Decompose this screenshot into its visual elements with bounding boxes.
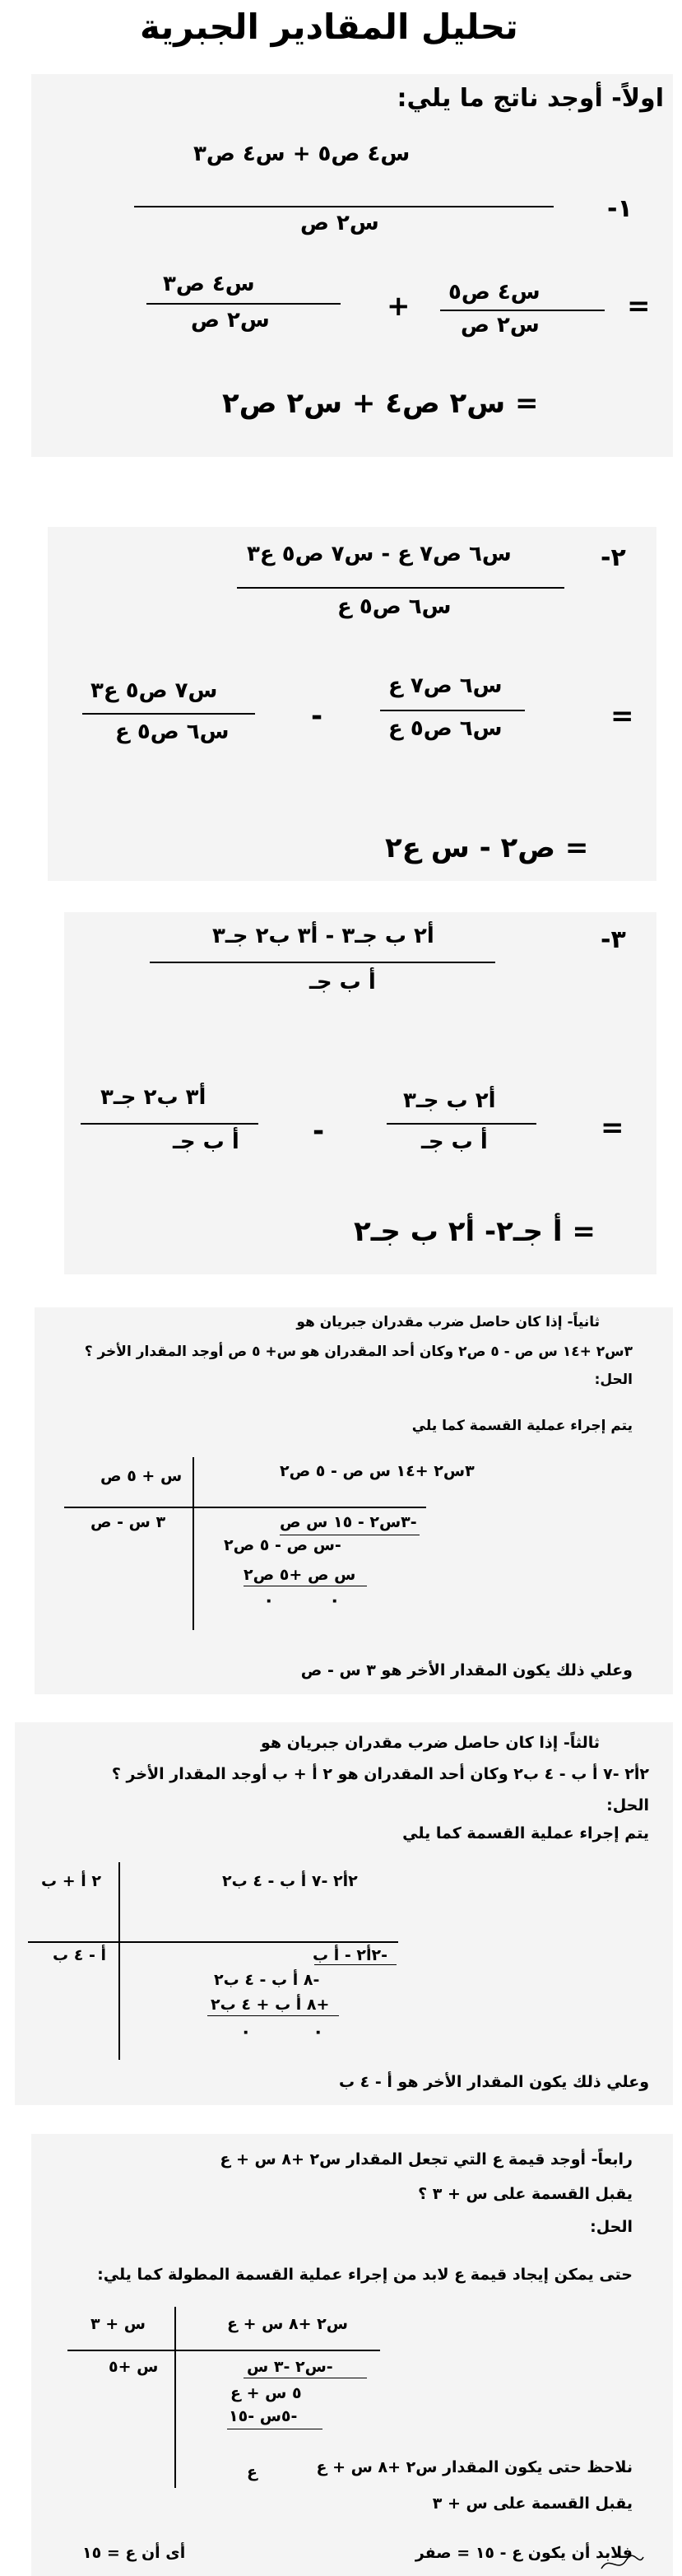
signature-mark: [597, 2550, 647, 2575]
p3-frac1-bar: [387, 1123, 536, 1125]
s4-divisor: س + ۳: [90, 2315, 146, 2333]
p3-equals: =: [601, 1111, 624, 1144]
s4-note1: نلاحظ حتى يكون المقدار س٢ +٨ س + ع: [316, 2458, 633, 2476]
p1-frac1-bar: [440, 310, 605, 311]
s3-divisor: ٢ أ + ب: [41, 1872, 101, 1890]
s4-final-left: أى أن ع = ١٥: [82, 2544, 186, 2562]
p1-frac2-num: س٤ ص٣: [163, 272, 255, 296]
p1-equals: =: [627, 290, 651, 323]
p2-step-operator: -: [311, 700, 323, 733]
p1-step-operator: +: [387, 290, 411, 323]
s4-step1: -س٢ -۳ س: [247, 2358, 333, 2376]
s4-dividend: س٢ +٨ س + ع: [227, 2315, 348, 2333]
s2-intro: يتم إجراء عملية القسمة كما يلي: [411, 1418, 633, 1434]
p1-number: -١: [607, 194, 633, 223]
p2-frac2-den: س٦ ص٥ ع: [115, 720, 230, 744]
s3-zero-2: ٠: [240, 2022, 252, 2043]
s4-solution-label: الحل:: [590, 2218, 633, 2236]
s2-dividend: ۳س۲ +۱٤ س ص - ٥ ص۲: [280, 1462, 475, 1480]
p1-denominator: س٢ ص: [300, 211, 379, 235]
p1-frac2-bar: [146, 303, 341, 305]
s2-step2: -س ص - ٥ ص۲: [224, 1536, 341, 1554]
p1-frac1-den: س٢ ص: [461, 313, 540, 338]
p2-equals: =: [610, 700, 634, 733]
s2-step3: س ص +٥ ص۲: [244, 1566, 356, 1584]
s2-conclusion: وعلي ذلك يكون المقدار الأخر هو ۳ س - ص: [300, 1661, 633, 1679]
p2-frac1-bar: [380, 710, 525, 711]
s4-division-vline: [174, 2307, 176, 2488]
p2-numerator: س٦ ص٧ ع - س٧ ص٥ ع٣: [247, 542, 512, 566]
s3-heading: ثالثاً- إذا كان حاصل ضرب مقدران جبريان هو: [261, 1734, 600, 1752]
s4-line2: يقبل القسمة على س + ۳ ؟: [418, 2185, 633, 2203]
p2-frac2-bar: [82, 713, 255, 715]
section-2-panel: [35, 1307, 673, 1694]
s3-zero-1: ٠: [313, 2022, 324, 2043]
s3-step3-line: [207, 2015, 339, 2016]
s2-line2: ۳س۲ +۱٤ س ص - ٥ ص۲ وكان أحد المقدران هو س+ ٥ ص أوجد المقدار الأخر ؟: [84, 1344, 633, 1360]
s2-divisor: س + ٥ ص: [100, 1467, 183, 1485]
s3-division-hline: [28, 1941, 398, 1943]
s3-solution-label: الحل:: [606, 1796, 649, 1814]
s4-step2: ٥ س + ع: [230, 2384, 302, 2402]
s2-zero-2: ٠: [263, 1591, 275, 1611]
section-1b-panel: [48, 527, 656, 881]
s3-step1: -٢أ٢ - أ ب: [313, 1946, 387, 1964]
p3-fraction-bar: [150, 962, 495, 963]
p2-number: -٢: [601, 543, 626, 572]
s2-step1: -۳س۲ - ۱٥ س ص: [280, 1513, 417, 1531]
p2-fraction-bar: [237, 587, 564, 589]
s3-step3: +٨ أ ب + ٤ ب٢: [211, 1996, 330, 2014]
s4-division-hline: [67, 2350, 380, 2351]
s4-quotient: س +٥: [109, 2358, 159, 2376]
p3-numerator: أ٢ ب جـ٣ - أ٣ ب٢ جـ٣: [212, 924, 434, 948]
p3-frac2-num: أ٣ ب٢ جـ٣: [100, 1085, 206, 1110]
p3-frac2-den: أ ب جـ: [173, 1130, 239, 1154]
s3-division-vline: [118, 1862, 120, 2060]
p3-frac1-den: أ ب جـ: [421, 1130, 488, 1154]
s4-step3: -٥س -١٥: [229, 2407, 298, 2425]
p1-frac2-den: س٢ ص: [191, 308, 270, 333]
s3-quotient: أ - ٤ ب: [53, 1946, 106, 1964]
p1-fraction-bar: [134, 206, 554, 207]
p1-result: = س٢ ص٤ + س٢ ص٢: [222, 387, 539, 420]
p3-number: -٣: [601, 925, 626, 954]
s2-division-hline: [64, 1507, 426, 1508]
p2-frac2-num: س٧ ص٥ ع٣: [90, 678, 218, 703]
page-title: تحليل المقادير الجبرية: [140, 7, 518, 47]
p2-denominator: س٦ ص٥ ع: [337, 594, 452, 619]
p1-numerator: س٤ ص٥ + س٤ ص٣: [193, 142, 411, 166]
s3-conclusion: وعلي ذلك يكون المقدار الأخر هو أ - ٤ ب: [338, 2073, 649, 2091]
s3-dividend: ٢أ٢ -٧ أ ب - ٤ ب٢: [222, 1872, 358, 1890]
p3-frac2-bar: [81, 1123, 258, 1125]
s4-note2: يقبل القسمة على س + ۳: [432, 2494, 633, 2513]
p1-frac1-num: س٤ ص٥: [448, 280, 540, 305]
p2-frac1-num: س٦ ص٧ ع: [388, 673, 503, 698]
s2-quotient: ۳ س - ص: [90, 1513, 166, 1531]
s3-step2: -٨ أ ب - ٤ ب٢: [214, 1971, 320, 1989]
s4-remainder: ع: [247, 2463, 257, 2481]
s4-heading: رابعاً- أوجد قيمة ع التي تجعل المقدار س٢ +٨ س + ع: [220, 2150, 633, 2168]
s3-line2: ٢أ٢ -٧ أ ب - ٤ ب٢ وكان أحد المقدران هو ٢ أ + ب أوجد المقدار الأخر ؟: [111, 1765, 649, 1783]
p3-step-operator: -: [313, 1115, 325, 1148]
p3-denominator: أ ب جـ: [309, 970, 376, 995]
section-1-heading: اولاً- أوجد ناتج ما يلي:: [397, 84, 664, 113]
s2-division-vline: [193, 1457, 194, 1630]
p2-frac1-den: س٦ ص٥ ع: [388, 716, 503, 741]
s3-step1-line: [314, 1964, 397, 1965]
s2-zero-1: ٠: [329, 1591, 341, 1611]
p3-result: = أ جـ٢- أ٢ ب جـ٢: [354, 1215, 596, 1248]
s3-intro: يتم إجراء عملية القسمة كما يلي: [402, 1824, 649, 1842]
s4-intro: حتى يمكن إيجاد قيمة ع لابد من إجراء عملية القسمة المطولة كما يلي:: [97, 2266, 633, 2284]
s4-final-right: فلابد أن يكون ع - ١٥ = صفر: [415, 2544, 633, 2562]
s2-heading: ثانياً- إذا كان حاصل ضرب مقدران جبريان هو: [296, 1314, 600, 1330]
s2-solution-label: الحل:: [594, 1372, 633, 1388]
p2-result: = ص٢ - س ع٢: [385, 831, 589, 864]
p3-frac1-num: أ٢ ب جـ٣: [403, 1088, 496, 1113]
